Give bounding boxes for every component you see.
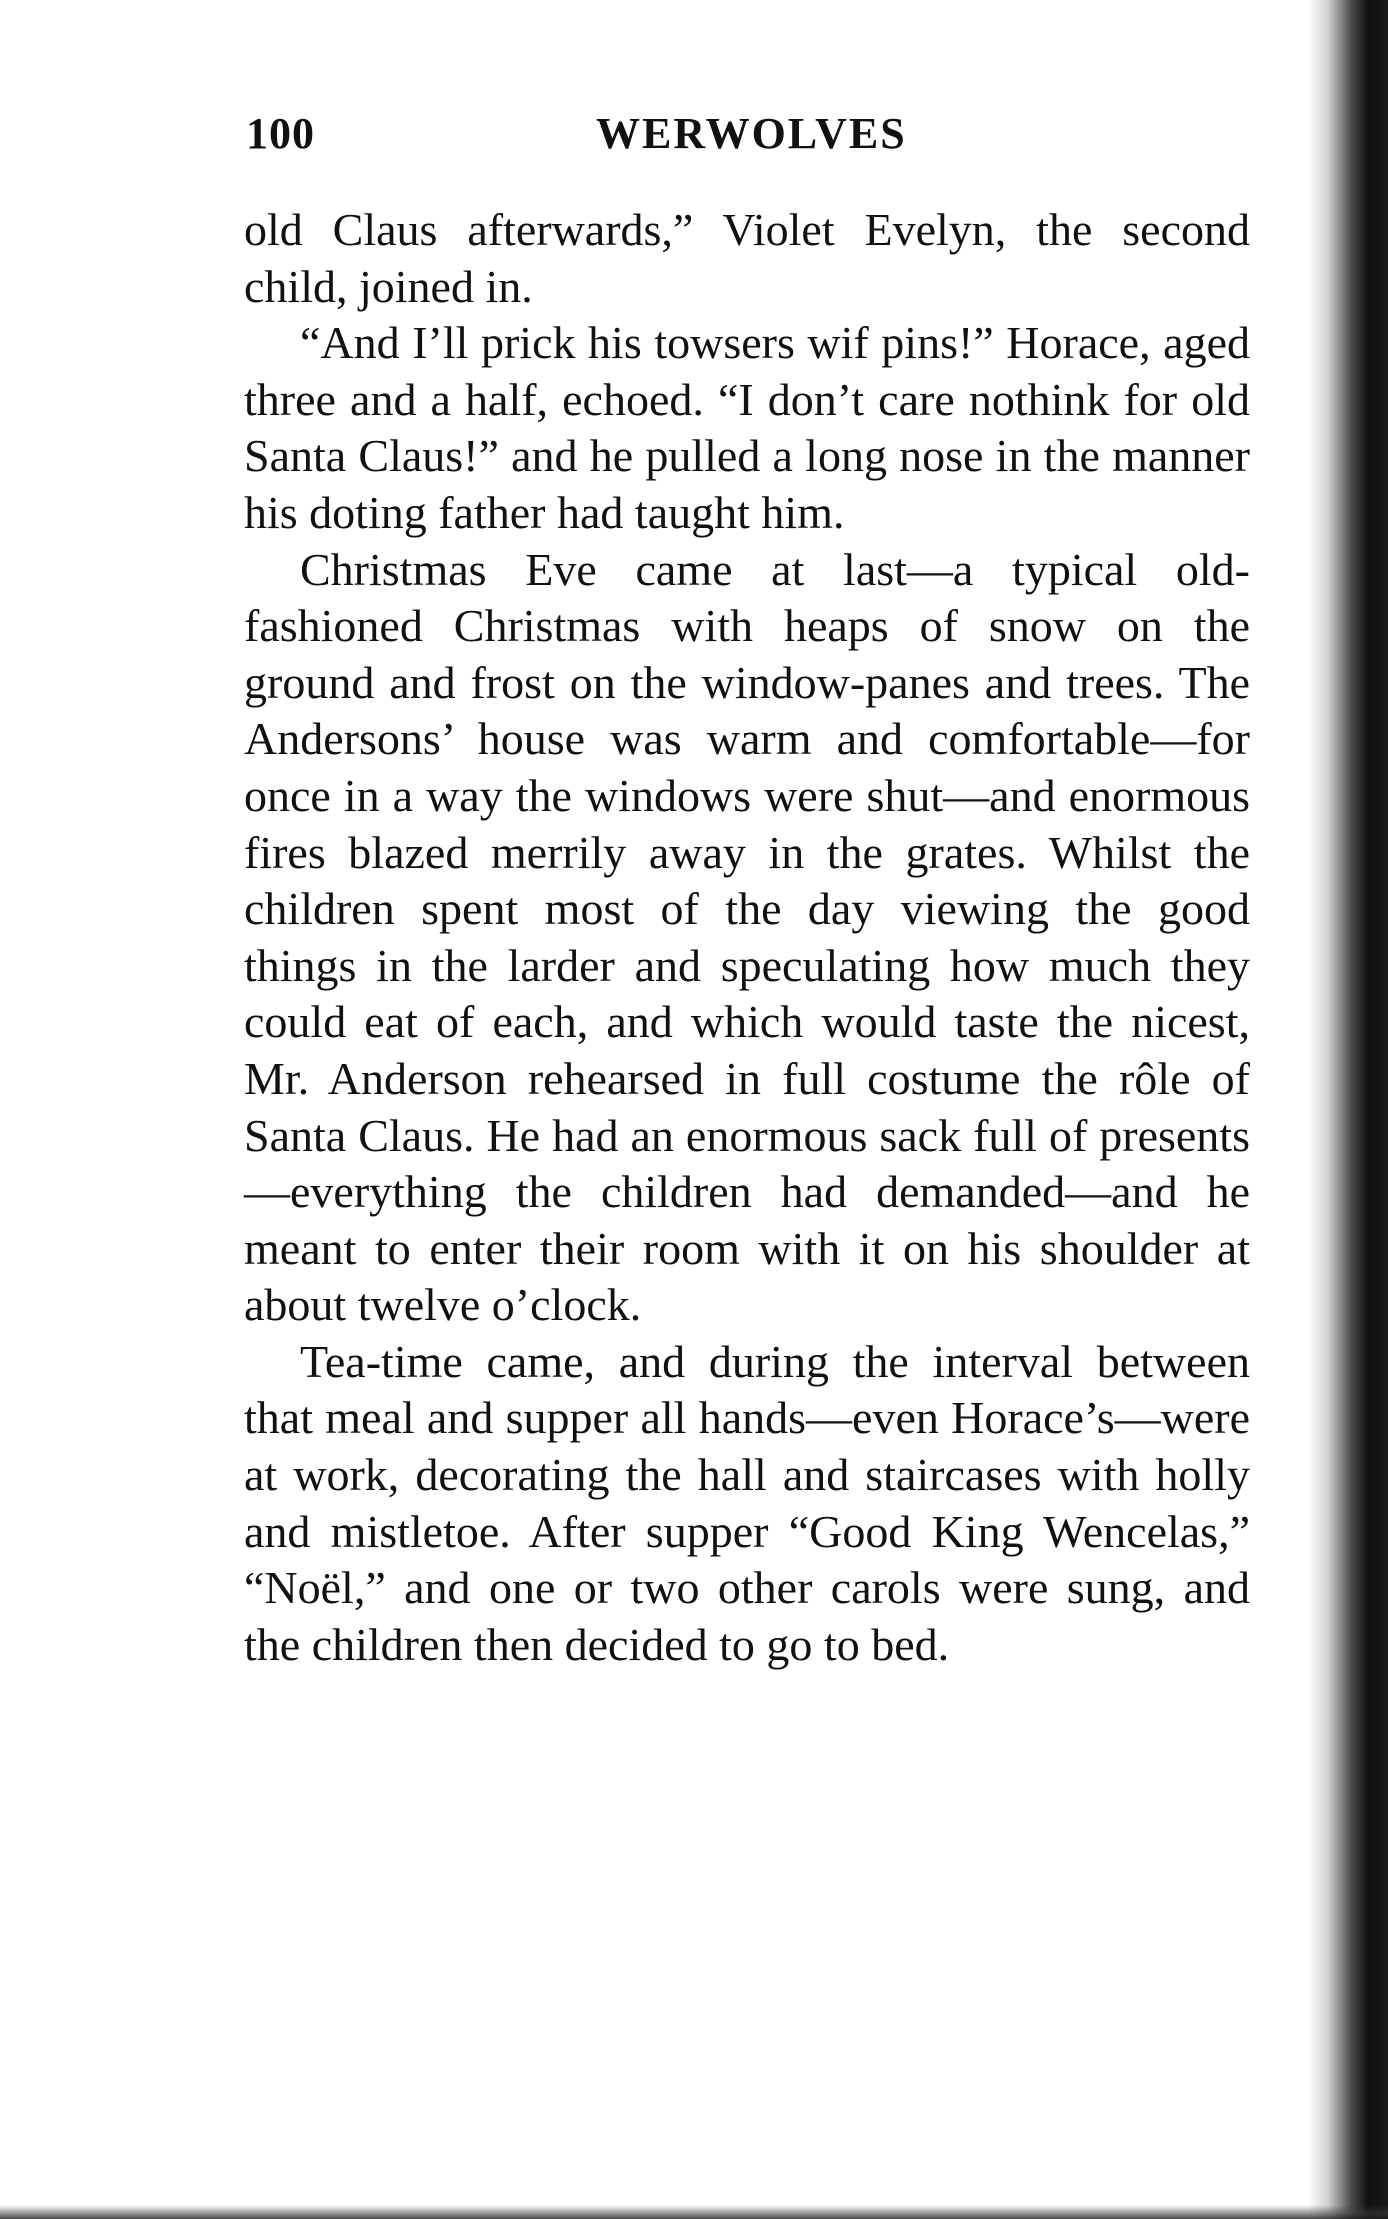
paragraph-3: Christmas Eve came at last—a typical old-fashioned Christmas with heaps of snow on the ground and frost on the window-panes and trees. The Andersons’ house was warm and comfortable—for once in a way the windows were shut—and enormous fires blazed merrily away in the grates. Whilst the children spent most of the day viewing the good things in the larder and speculating how much they could eat of each, and which would taste the nicest, Mr. Anderson rehearsed in full costume the rôle of Santa Claus. He had an enormous sack full of presents—everything the children had demanded—and he meant to enter their room with it on his shoulder at about twelve o’clock.: [244, 543, 1250, 1331]
page-bottom-shadow: [0, 2205, 1388, 2219]
running-title: WERWOLVES: [596, 109, 907, 158]
paragraph-1: old Claus afterwards,” Violet Evelyn, the second child, joined in.: [244, 204, 1250, 312]
paragraph-2: “And I’ll prick his towsers wif pins!” Horace, aged three and a half, echoed. “I don’t care nothink for old Santa Claus!” and he pulled a long nose in the manner his doting father had taught him.: [244, 317, 1250, 538]
page-number: 100: [246, 109, 315, 158]
body-text: [244, 202, 1250, 1673]
paragraph-4: Tea-time came, and during the interval between that meal and supper all hands—even Horace’s—were at work, decorating the hall and staircases with holly and mistletoe. After supper “Good King Wencelas,” “Noël,” and one or two other carols were sung, and the children then decided to go to bed.: [244, 1335, 1250, 1670]
page-header: [246, 108, 1252, 168]
binding-shadow: [1308, 0, 1388, 2219]
